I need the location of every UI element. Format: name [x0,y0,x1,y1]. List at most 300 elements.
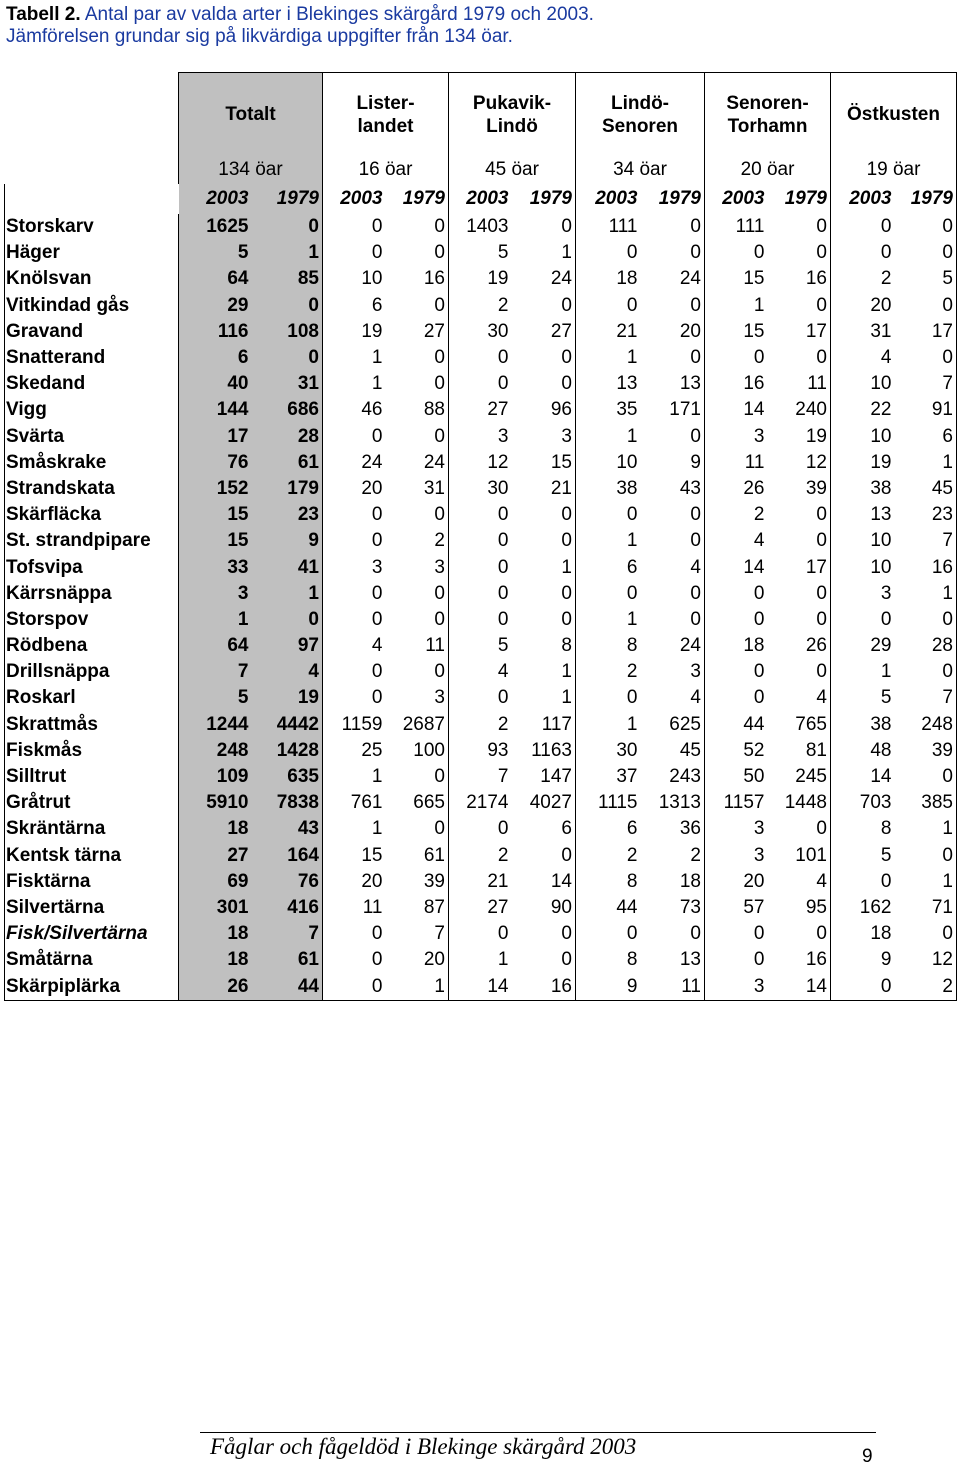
species-name: Kärrsnäppa [5,581,179,607]
count-cell: 24 [641,633,705,659]
year-header-corner [5,184,179,214]
species-name: Skräntärna [5,816,179,842]
species-name: Roskarl [5,685,179,711]
count-cell: 23 [895,502,957,528]
count-cell: 0 [895,843,957,869]
count-cell: 43 [252,816,323,842]
count-cell: 4442 [252,712,323,738]
count-cell: 0 [512,345,576,371]
count-cell: 17 [895,319,957,345]
island-count: 16 öar [323,156,449,184]
count-cell: 14 [870,766,892,788]
count-cell: 7 [895,685,957,711]
count-cell: 12 [487,451,509,473]
count-cell: 29 [179,293,252,319]
count-cell: 1159 [341,713,383,735]
species-name: Skärfläcka [5,502,179,528]
count-cell: 1 [179,607,252,633]
count-cell: 248 [179,738,252,764]
year-header-row [5,184,957,214]
table-row [5,843,957,869]
count-cell: 0 [386,764,449,790]
count-cell: 243 [641,764,705,790]
count-cell: 0 [386,816,449,842]
species-name: Häger [5,240,179,266]
count-cell: 416 [252,895,323,921]
species-name: Skrattmås [5,712,179,738]
count-cell: 15 [512,450,576,476]
count-cell: 761 [350,792,383,814]
table-row [5,738,957,764]
count-cell: 3 [753,844,765,866]
count-cell: 15 [743,320,765,342]
count-cell: 18 [179,947,252,973]
count-cell: 1 [626,713,638,735]
count-cell: 0 [497,556,509,578]
count-cell: 21 [487,870,509,892]
count-cell: 14 [512,869,576,895]
count-cell: 18 [616,268,638,290]
count-cell: 7 [252,921,323,947]
count-cell: 0 [252,345,323,371]
count-cell: 0 [386,214,449,240]
count-cell: 45 [895,476,957,502]
count-cell: 2 [497,294,509,316]
count-cell: 0 [512,293,576,319]
count-cell: 18 [179,921,252,947]
year-header: 2003 [722,188,765,209]
count-cell: 18 [179,816,252,842]
count-cell: 3 [179,581,252,607]
count-cell: 71 [895,895,957,921]
table-row [5,895,957,921]
count-cell: 0 [753,242,765,264]
count-cell: 2 [497,844,509,866]
count-cell: 1403 [466,216,509,238]
table-row [5,947,957,973]
species-name: Drillsnäppa [5,659,179,685]
count-cell: 1157 [723,792,765,814]
count-cell: 301 [179,895,252,921]
count-cell: 1 [512,685,576,711]
species-name: Storskarv [5,214,179,240]
count-cell: 179 [252,476,323,502]
count-cell: 76 [252,869,323,895]
count-cell: 2 [497,713,509,735]
count-cell: 0 [768,293,831,319]
count-cell: 0 [768,581,831,607]
table-row [5,921,957,947]
count-cell: 0 [497,582,509,604]
count-cell: 3 [880,582,892,604]
count-cell: 0 [768,921,831,947]
count-cell: 0 [386,424,449,450]
count-cell: 21 [512,476,576,502]
count-cell: 15 [179,502,252,528]
count-cell: 13 [616,373,638,395]
count-cell: 28 [252,424,323,450]
species-name: Rödbena [5,633,179,659]
table-caption [6,4,946,48]
count-cell: 11 [362,896,383,918]
count-cell: 4 [252,659,323,685]
table-row [5,240,957,266]
count-cell: 0 [753,949,765,971]
count-cell: 2687 [386,712,449,738]
count-cell: 3 [753,425,765,447]
caption-line-1: Antal par av valda arter i Blekinges skärgård 1979 och 2003. [80,4,594,25]
count-cell: 0 [512,371,576,397]
count-cell: 6 [895,424,957,450]
table-row [5,371,957,397]
count-cell: 43 [641,476,705,502]
count-cell: 26 [768,633,831,659]
count-cell: 18 [641,869,705,895]
count-cell: 765 [768,712,831,738]
count-cell: 24 [641,266,705,292]
count-cell: 0 [386,581,449,607]
count-cell: 7 [179,659,252,685]
table-row [5,816,957,842]
count-cell: 18 [870,923,892,945]
count-cell: 38 [870,713,892,735]
count-cell: 10 [870,556,892,578]
count-cell: 0 [323,973,386,1000]
count-cell: 0 [512,502,576,528]
count-cell: 6 [512,816,576,842]
count-cell: 38 [616,477,638,499]
count-cell: 1 [895,581,957,607]
count-cell: 16 [743,373,765,395]
count-cell: 116 [179,319,252,345]
count-cell: 57 [743,896,765,918]
count-cell: 0 [768,659,831,685]
count-cell: 8 [512,633,576,659]
count-cell: 0 [512,843,576,869]
count-cell: 240 [768,397,831,423]
count-cell: 24 [386,450,449,476]
count-cell: 5 [497,635,509,657]
count-cell: 0 [895,659,957,685]
count-cell: 0 [641,345,705,371]
count-cell: 88 [386,397,449,423]
count-cell: 69 [179,869,252,895]
count-cell: 152 [179,476,252,502]
count-cell: 686 [252,397,323,423]
species-name: Fisk/Silvertärna [5,921,179,947]
count-cell: 1 [371,373,383,395]
table-row [5,869,957,895]
count-cell: 5 [880,844,892,866]
count-cell: 0 [386,607,449,633]
count-cell: 0 [371,242,383,264]
region-header: Pukavik- Lindö [449,73,576,157]
count-cell: 0 [880,608,892,630]
count-cell: 1 [626,530,638,552]
count-cell: 4 [371,635,383,657]
count-cell: 111 [608,216,638,238]
count-cell: 0 [497,530,509,552]
count-cell: 16 [768,947,831,973]
count-cell: 15 [743,268,765,290]
count-cell: 17 [768,554,831,580]
count-cell: 0 [895,345,957,371]
count-cell: 4 [880,347,892,369]
count-cell: 10 [870,530,892,552]
count-cell: 101 [768,843,831,869]
count-cell: 0 [641,240,705,266]
count-cell: 39 [386,869,449,895]
island-count: 34 öar [576,156,705,184]
footer-title: Fåglar och fågeldöd i Blekinge skärgård 2003 [210,1434,637,1459]
count-cell: 0 [386,345,449,371]
island-count: 19 öar [831,156,957,184]
count-cell: 30 [487,477,509,499]
count-cell: 3 [497,425,509,447]
count-cell: 0 [252,214,323,240]
count-cell: 0 [386,502,449,528]
count-cell: 7 [895,371,957,397]
count-cell: 0 [371,608,383,630]
count-cell: 30 [616,739,638,761]
count-cell: 12 [768,450,831,476]
species-name: Svärta [5,424,179,450]
count-cell: 5 [895,266,957,292]
table-row [5,293,957,319]
count-cell: 0 [386,371,449,397]
count-cell: 20 [361,477,383,499]
count-cell: 164 [252,843,323,869]
count-cell: 0 [497,504,509,526]
count-cell: 97 [252,633,323,659]
count-cell: 2 [626,661,638,683]
count-cell: 12 [895,947,957,973]
count-cell: 1163 [512,738,576,764]
species-name: Gråtrut [5,790,179,816]
count-cell: 31 [870,320,892,342]
species-name: Snatterand [5,345,179,371]
count-cell: 0 [895,240,957,266]
count-cell: 11 [744,451,765,473]
table-row [5,790,957,816]
count-cell: 29 [870,635,892,657]
count-cell: 8 [626,635,638,657]
count-cell: 0 [895,607,957,633]
count-cell: 4 [753,530,765,552]
region-header: Totalt [179,73,323,157]
count-cell: 3 [512,424,576,450]
count-cell: 91 [895,397,957,423]
count-cell: 1 [371,347,383,369]
count-cell: 0 [252,607,323,633]
count-cell: 4 [641,554,705,580]
count-cell: 24 [512,266,576,292]
count-cell: 27 [487,399,509,421]
count-cell: 2174 [466,792,509,814]
species-name: Skärpiplärka [5,973,179,1000]
count-cell: 0 [497,347,509,369]
count-cell: 61 [252,947,323,973]
table-row [5,397,957,423]
count-cell: 11 [768,371,831,397]
count-cell: 20 [641,319,705,345]
count-cell: 3 [641,659,705,685]
count-cell: 1448 [768,790,831,816]
count-cell: 10 [361,268,383,290]
count-cell: 19 [252,685,323,711]
count-cell: 1313 [641,790,705,816]
count-cell: 0 [512,607,576,633]
count-cell: 0 [626,582,638,604]
count-cell: 1 [371,818,383,840]
count-cell: 85 [252,266,323,292]
species-name: Storspov [5,607,179,633]
count-cell: 5910 [179,790,252,816]
count-cell: 2 [386,528,449,554]
count-cell: 625 [641,712,705,738]
island-count-corner [5,156,179,184]
island-count: 45 öar [449,156,576,184]
count-cell: 30 [487,320,509,342]
count-cell: 3 [705,973,768,1000]
species-name: Vitkindad gås [5,293,179,319]
count-cell: 0 [831,973,895,1000]
count-cell: 9 [576,973,641,1000]
table-row [5,502,957,528]
count-cell: 1 [497,949,509,971]
table-row [5,764,957,790]
count-cell: 111 [735,216,765,238]
count-cell: 2 [880,268,892,290]
count-cell: 5 [179,685,252,711]
count-cell: 4 [768,685,831,711]
header-corner [5,73,179,157]
count-cell: 28 [895,633,957,659]
species-name: Skedand [5,371,179,397]
count-cell: 2 [641,843,705,869]
count-cell: 33 [179,554,252,580]
count-cell: 1 [252,581,323,607]
count-cell: 87 [386,895,449,921]
count-cell: 14 [449,973,512,1000]
count-cell: 46 [361,399,383,421]
count-cell: 0 [512,528,576,554]
count-cell: 16 [386,266,449,292]
count-cell: 0 [626,923,638,945]
count-cell: 0 [768,816,831,842]
year-header: 2003 [179,184,252,214]
count-cell: 8 [880,818,892,840]
count-cell: 0 [641,581,705,607]
count-cell: 0 [497,373,509,395]
count-cell: 14 [743,556,765,578]
count-cell: 7 [386,921,449,947]
count-cell: 0 [497,608,509,630]
count-cell: 6 [371,294,383,316]
count-cell: 0 [753,347,765,369]
table-row [5,607,957,633]
count-cell: 93 [487,739,509,761]
count-cell: 0 [626,504,638,526]
table-row [5,712,957,738]
count-cell: 1625 [179,214,252,240]
species-table [4,72,957,1001]
count-cell: 1 [880,661,892,683]
species-rows [5,214,957,1000]
count-cell: 0 [497,923,509,945]
count-cell: 16 [768,266,831,292]
count-cell: 13 [641,947,705,973]
species-name: Vigg [5,397,179,423]
count-cell: 10 [870,425,892,447]
count-cell: 0 [512,947,576,973]
region-header: Östkusten [831,73,957,157]
count-cell: 9 [252,528,323,554]
count-cell: 11 [386,633,449,659]
year-header: 2003 [340,188,383,209]
count-cell: 7838 [252,790,323,816]
island-count-row [5,156,957,184]
count-cell: 9 [641,450,705,476]
count-cell: 14 [768,973,831,1000]
count-cell: 1 [895,450,957,476]
table-row [5,424,957,450]
count-cell: 19 [768,424,831,450]
count-cell: 171 [641,397,705,423]
count-cell: 64 [179,266,252,292]
count-cell: 27 [386,319,449,345]
count-cell: 6 [626,556,638,578]
count-cell: 0 [768,240,831,266]
count-cell: 16 [512,973,576,1000]
count-cell: 1 [512,659,576,685]
count-cell: 0 [371,949,383,971]
count-cell: 13 [641,371,705,397]
count-cell: 1428 [252,738,323,764]
count-cell: 90 [512,895,576,921]
table-row [5,266,957,292]
count-cell: 17 [768,319,831,345]
count-cell: 0 [371,923,383,945]
count-cell: 0 [641,607,705,633]
count-cell: 0 [512,921,576,947]
count-cell: 41 [252,554,323,580]
species-name: Kentsk tärna [5,843,179,869]
count-cell: 0 [641,502,705,528]
count-cell: 16 [895,554,957,580]
count-cell: 1 [626,608,638,630]
table-row [5,345,957,371]
count-cell: 108 [252,319,323,345]
count-cell: 0 [512,214,576,240]
count-cell: 5 [179,240,252,266]
count-cell: 0 [626,242,638,264]
count-cell: 76 [179,450,252,476]
count-cell: 24 [361,451,383,473]
count-cell: 10 [616,451,638,473]
count-cell: 0 [880,870,892,892]
table-row [5,319,957,345]
count-cell: 19 [487,268,509,290]
count-cell: 0 [753,923,765,945]
year-header: 1979 [512,184,576,214]
count-cell: 22 [870,399,892,421]
count-cell: 11 [641,973,705,1000]
caption-line-2: Jämförelsen grundar sig på likvärdiga uppgifter från 134 öar. [6,26,513,47]
count-cell: 144 [179,397,252,423]
count-cell: 0 [895,293,957,319]
species-name: Gravand [5,319,179,345]
